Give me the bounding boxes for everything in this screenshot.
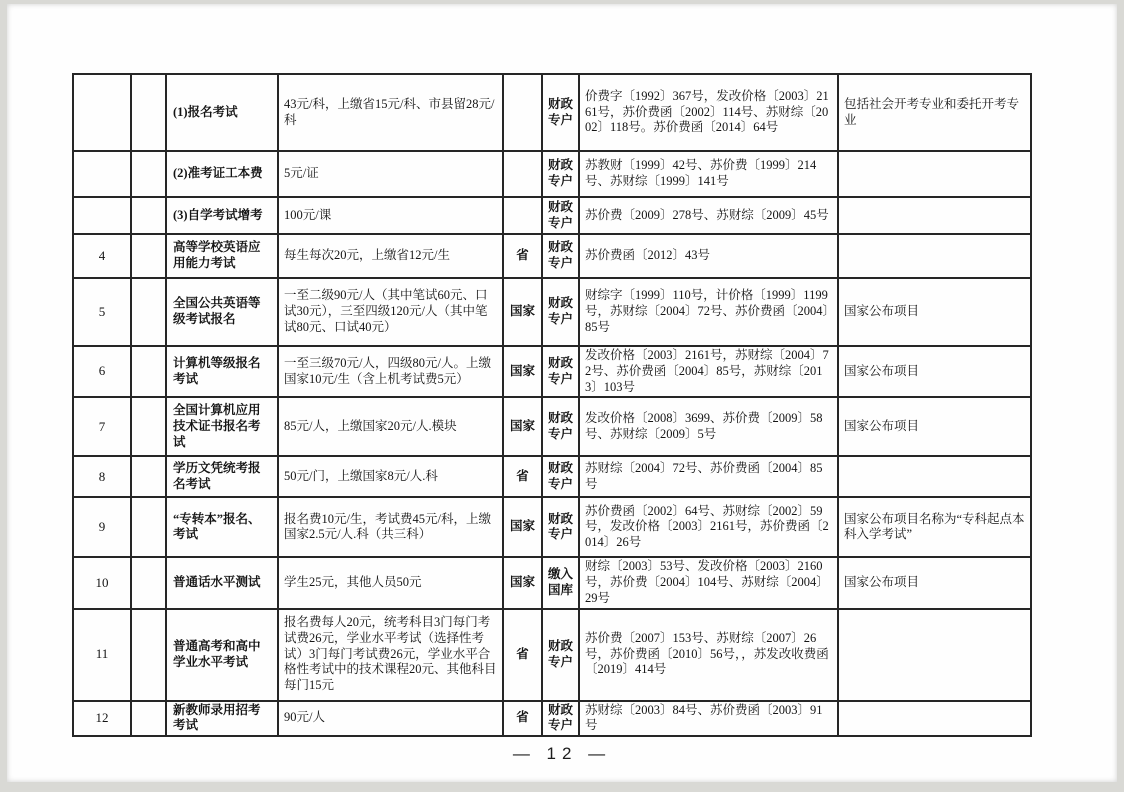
cell-fee-standard: 85元/人，上缴国家20元/人.模块 xyxy=(278,397,503,456)
page-number: — 12 — xyxy=(512,744,612,763)
cell-fee-standard: 报名费10元/生，考试费45元/科，上缴国家2.5元/人.科（共三科） xyxy=(278,497,503,557)
cell-spacer xyxy=(131,346,166,397)
cell-item-name: (3)自学考试增考 xyxy=(166,197,278,234)
cell-item-name: 普通高考和高中学业水平考试 xyxy=(166,609,278,701)
cell-policy-refs: 苏教财〔1999〕42号、苏价费〔1999〕214号、苏财综〔1999〕141号 xyxy=(579,151,838,197)
cell-seq-no: 11 xyxy=(73,609,131,701)
table-row xyxy=(73,74,1031,151)
cell-policy-refs: 发改价格〔2008〕3699、苏价费〔2009〕58号、苏财综〔2009〕5号 xyxy=(579,397,838,456)
fee-table xyxy=(72,73,1032,737)
table-row xyxy=(73,397,1031,456)
cell-policy-refs: 苏价费〔2007〕153号、苏财综〔2007〕26号，苏价费函〔2010〕56号，，苏发改收费函〔2019〕414号 xyxy=(579,609,838,701)
cell-fee-standard: 100元/课 xyxy=(278,197,503,234)
cell-spacer xyxy=(131,151,166,197)
cell-policy-refs: 财综〔2003〕53号、发改价格〔2003〕2160号，苏价费〔2004〕104号、苏财综〔2004〕29号 xyxy=(579,557,838,608)
cell-fee-standard: 报名费每人20元，统考科目3门每门考试费26元，学业水平考试（选择性考试）3门每门考试费26元，学业水平合格性考试中的技术课程20元、其他科目每门15元 xyxy=(278,609,503,701)
cell-item-name: 全国计算机应用技术证书报名考试 xyxy=(166,397,278,456)
cell-item-name: 全国公共英语等级考试报名 xyxy=(166,278,278,346)
cell-fund-level: 国家 xyxy=(503,557,542,608)
cell-fund-account: 财政专户 xyxy=(542,701,579,737)
cell-seq-no xyxy=(73,74,131,151)
cell-item-name: (2)准考证工本费 xyxy=(166,151,278,197)
cell-policy-refs: 苏财综〔2004〕72号、苏价费函〔2004〕85号 xyxy=(579,456,838,497)
cell-fund-level: 省 xyxy=(503,456,542,497)
cell-spacer xyxy=(131,557,166,608)
cell-policy-refs: 价费字〔1992〕367号，发改价格〔2003〕2161号，苏价费函〔2002〕114号、苏财综〔2002〕118号。苏价费函〔2014〕64号 xyxy=(579,74,838,151)
cell-item-name: 普通话水平测试 xyxy=(166,557,278,608)
cell-fund-account: 财政专户 xyxy=(542,234,579,278)
cell-fund-level: 省 xyxy=(503,234,542,278)
cell-remarks xyxy=(838,609,1031,701)
table-row xyxy=(73,456,1031,497)
table-row xyxy=(73,609,1031,701)
cell-policy-refs: 苏财综〔2003〕84号、苏价费函〔2003〕91号 xyxy=(579,701,838,737)
cell-remarks xyxy=(838,197,1031,234)
cell-fund-level: 国家 xyxy=(503,397,542,456)
cell-seq-no: 7 xyxy=(73,397,131,456)
table-row xyxy=(73,346,1031,397)
cell-seq-no: 8 xyxy=(73,456,131,497)
cell-spacer xyxy=(131,234,166,278)
cell-spacer xyxy=(131,701,166,737)
cell-item-name: 高等学校英语应用能力考试 xyxy=(166,234,278,278)
cell-spacer xyxy=(131,397,166,456)
cell-spacer xyxy=(131,197,166,234)
cell-fund-level: 省 xyxy=(503,609,542,701)
table-row xyxy=(73,557,1031,608)
cell-fund-account: 财政专户 xyxy=(542,74,579,151)
cell-seq-no: 10 xyxy=(73,557,131,608)
table-row xyxy=(73,197,1031,234)
cell-fee-standard: 5元/证 xyxy=(278,151,503,197)
cell-fund-level: 国家 xyxy=(503,278,542,346)
cell-policy-refs: 苏价费〔2009〕278号、苏财综〔2009〕45号 xyxy=(579,197,838,234)
cell-remarks: 国家公布项目 xyxy=(838,557,1031,608)
cell-remarks: 国家公布项目名称为“专科起点本科入学考试” xyxy=(838,497,1031,557)
cell-item-name: 新教师录用招考考试 xyxy=(166,701,278,737)
cell-fund-account: 财政专户 xyxy=(542,609,579,701)
cell-remarks: 国家公布项目 xyxy=(838,346,1031,397)
cell-fee-standard: 43元/科，上缴省15元/科、市县留28元/科 xyxy=(278,74,503,151)
cell-remarks xyxy=(838,701,1031,737)
cell-seq-no: 4 xyxy=(73,234,131,278)
table-row xyxy=(73,701,1031,737)
cell-fee-standard: 50元/门，上缴国家8元/人.科 xyxy=(278,456,503,497)
cell-seq-no: 9 xyxy=(73,497,131,557)
cell-remarks: 包括社会开考专业和委托开考专业 xyxy=(838,74,1031,151)
cell-fund-account: 财政专户 xyxy=(542,456,579,497)
cell-seq-no: 6 xyxy=(73,346,131,397)
cell-fund-account: 财政专户 xyxy=(542,151,579,197)
cell-spacer xyxy=(131,456,166,497)
cell-item-name: (1)报名考试 xyxy=(166,74,278,151)
cell-fund-account: 财政专户 xyxy=(542,278,579,346)
cell-policy-refs: 苏价费函〔2002〕64号、苏财综〔2002〕59号，发改价格〔2003〕2161号，苏价费函〔2014〕26号 xyxy=(579,497,838,557)
cell-seq-no xyxy=(73,151,131,197)
cell-seq-no: 12 xyxy=(73,701,131,737)
cell-remarks xyxy=(838,234,1031,278)
cell-fee-standard: 一至二级90元/人（其中笔试60元、口试30元），三至四级120元/人（其中笔试80元、口试40元） xyxy=(278,278,503,346)
cell-fund-account: 财政专户 xyxy=(542,197,579,234)
cell-spacer xyxy=(131,497,166,557)
cell-fund-level xyxy=(503,74,542,151)
cell-policy-refs: 发改价格〔2003〕2161号，苏财综〔2004〕72号、苏价费函〔2004〕85号，苏财综〔2013〕103号 xyxy=(579,346,838,397)
cell-fund-account: 财政专户 xyxy=(542,346,579,397)
cell-remarks: 国家公布项目 xyxy=(838,397,1031,456)
cell-remarks xyxy=(838,456,1031,497)
table-row xyxy=(73,234,1031,278)
cell-seq-no xyxy=(73,197,131,234)
cell-item-name: 计算机等级报名考试 xyxy=(166,346,278,397)
cell-fund-account: 缴入国库 xyxy=(542,557,579,608)
cell-fee-standard: 学生25元，其他人员50元 xyxy=(278,557,503,608)
table-row xyxy=(73,278,1031,346)
cell-policy-refs: 苏价费函〔2012〕43号 xyxy=(579,234,838,278)
cell-item-name: “专转本”报名、考试 xyxy=(166,497,278,557)
cell-fee-standard: 每生每次20元，上缴省12元/生 xyxy=(278,234,503,278)
cell-seq-no: 5 xyxy=(73,278,131,346)
cell-item-name: 学历文凭统考报名考试 xyxy=(166,456,278,497)
table-row xyxy=(73,151,1031,197)
document-page xyxy=(7,4,1117,782)
cell-remarks xyxy=(838,151,1031,197)
cell-fund-level xyxy=(503,151,542,197)
cell-fee-standard: 90元/人 xyxy=(278,701,503,737)
cell-spacer xyxy=(131,74,166,151)
cell-fee-standard: 一至三级70元/人，四级80元/人。上缴国家10元/生（含上机考试费5元） xyxy=(278,346,503,397)
table-row xyxy=(73,497,1031,557)
cell-fund-level: 省 xyxy=(503,701,542,737)
cell-spacer xyxy=(131,609,166,701)
cell-fund-level: 国家 xyxy=(503,497,542,557)
cell-fund-account: 财政专户 xyxy=(542,497,579,557)
cell-remarks: 国家公布项目 xyxy=(838,278,1031,346)
cell-spacer xyxy=(131,278,166,346)
cell-fund-level: 国家 xyxy=(503,346,542,397)
cell-fund-level xyxy=(503,197,542,234)
cell-fund-account: 财政专户 xyxy=(542,397,579,456)
cell-policy-refs: 财综字〔1999〕110号，计价格〔1999〕1199号，苏财综〔2004〕72号、苏价费函〔2004〕85号 xyxy=(579,278,838,346)
